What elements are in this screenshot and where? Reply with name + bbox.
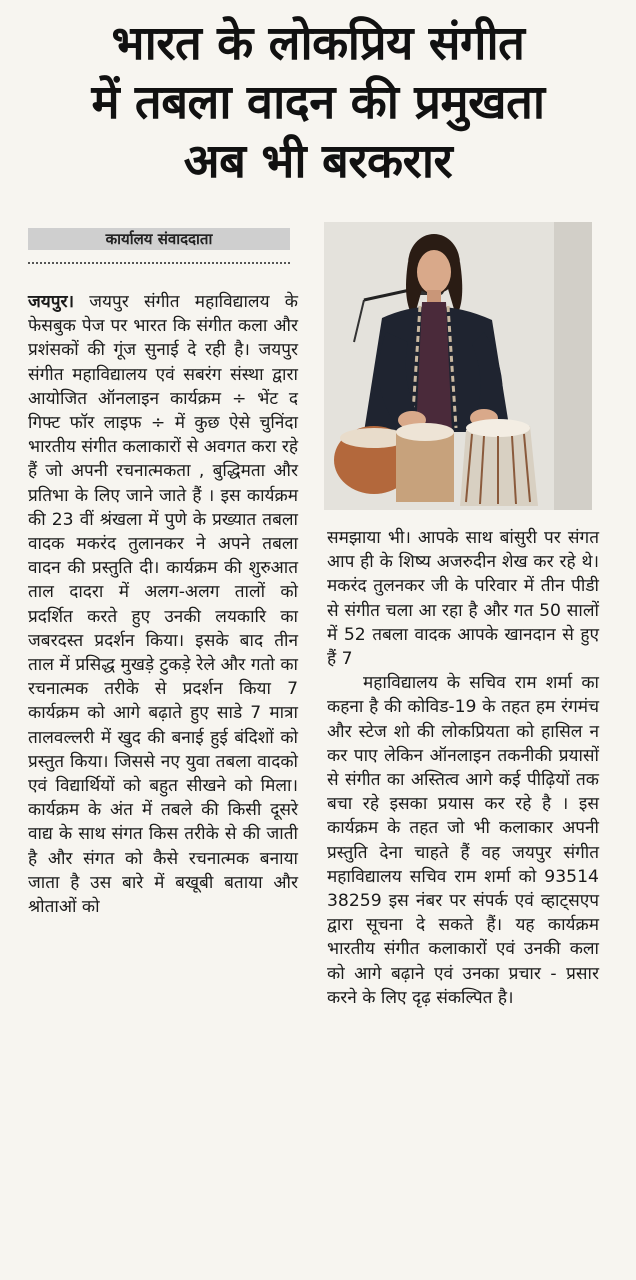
- headline: [0, 14, 636, 191]
- article-paragraph: समझाया भी। आपके साथ बांसुरी पर संगत आप ही के शिष्य अजरुदीन शेख कर रहे थे। मकरंद तुलनकर जी के परिवार में तीन पीडी से संगीत चला आ रहा है और गत 50 सालों में 52 तबला वादक आपके खानदान से हुए हैं 7: [327, 528, 599, 670]
- headline-line-1: भारत के लोकप्रिय संगीत: [111, 16, 525, 71]
- dotted-divider: [28, 262, 290, 264]
- byline: कार्यालय संवाददाता: [28, 228, 290, 250]
- article-text: जयपुर संगीत महाविद्यालय के फेसबुक पेज पर भारत कि संगीत कला और प्रशंसकों की गूंज सुनाई दे रही है। जयपुर संगीत महाविद्यालय एवं सबरंग संस्था द्वारा आयोजित ऑनलाइन कार्यक्रम ÷ भेंट द गिफ्ट फॉर लाइफ ÷ में कुछ ऐसे चुनिंदा भारतीय संगीत कलाकारों से अवगत करा रहे हैं जो अपनी रचनात्मकता , बुद्धिमता और प्रतिभा के लिए जाने जाते हैं । इस कार्यक्रम की 23 वीं श्रंखला में पुणे के प्रख्यात तबला वादक मकरंद तुलानकर ने अपने तबला वादन की प्रस्तुति दी। कार्यक्रम की शुरुआत ताल दादरा में अलग-अलग तालों को प्रदर्शित करते हुए उनकी लयकारि का जबरदस्त प्रदर्शन किया। इसके बाद तीन ताल में प्रसिद्ध मुखड़े टुकड़े रेले और गतो का रचनात्मक तरीके से प्रदर्शन किया 7 कार्यक्रम को आगे बढ़ाते हुए साडे 7 मात्रा तालवल्लरी में खुद की बनाई हुई बंदिशों को प्रस्तुत किया। जिससे नए युवा तबला वादको एवं विद्यार्थियों को बहुत सीखने को मिला। कार्यक्रम के अंत में तबले की किसी दूसरे वाद्य के साथ संगत किस तरीके से की जाती है और संगत को कैसे रचनात्मक बनाया जाता है उस बारे में बखूबी बताया और श्रोताओं को: [28, 292, 298, 918]
- article-paragraph: महाविद्यालय के सचिव राम शर्मा का कहना है की कोविड-19 के तहत हम रंगमंच और स्टेज शो की लोकप्रियता को हासिल न कर पाए लेकिन ऑनलाइन तकनीकी प्रयासों से संगीत का अस्तित्व आगे कई पीढ़ियों तक बचा रहे इसका प्रयास कर रहे है । इस कार्यक्रम के तहत जो भी कलाकार अपनी प्रस्तुति देना चाहते हैं वह जयपुर संगीत महाविद्यालय सचिव राम शर्मा को 93514 38259 इस नंबर पर संपर्क एवं व्हाट्सएप द्वारा सूचना दे सकते हैं। यह कार्यक्रम भारतीय संगीत कलाकारों एवं उनकी कला को आगे बढ़ाने एवं उनका प्रचार - प्रसार करने के लिए दृढ़ संकल्पित है।: [327, 673, 599, 1008]
- article-column-left: [28, 290, 298, 919]
- headline-line-2: में तबला वादन की प्रमुखता: [91, 75, 545, 130]
- article-column-right: [327, 526, 599, 1010]
- tabla-player-photo: [324, 222, 592, 510]
- headline-line-3: अब भी बरकरार: [183, 134, 453, 189]
- article-paragraph: [28, 290, 298, 919]
- dateline: जयपुर।: [28, 292, 75, 312]
- photo-illustration: [324, 222, 592, 510]
- byline-block: [28, 228, 290, 264]
